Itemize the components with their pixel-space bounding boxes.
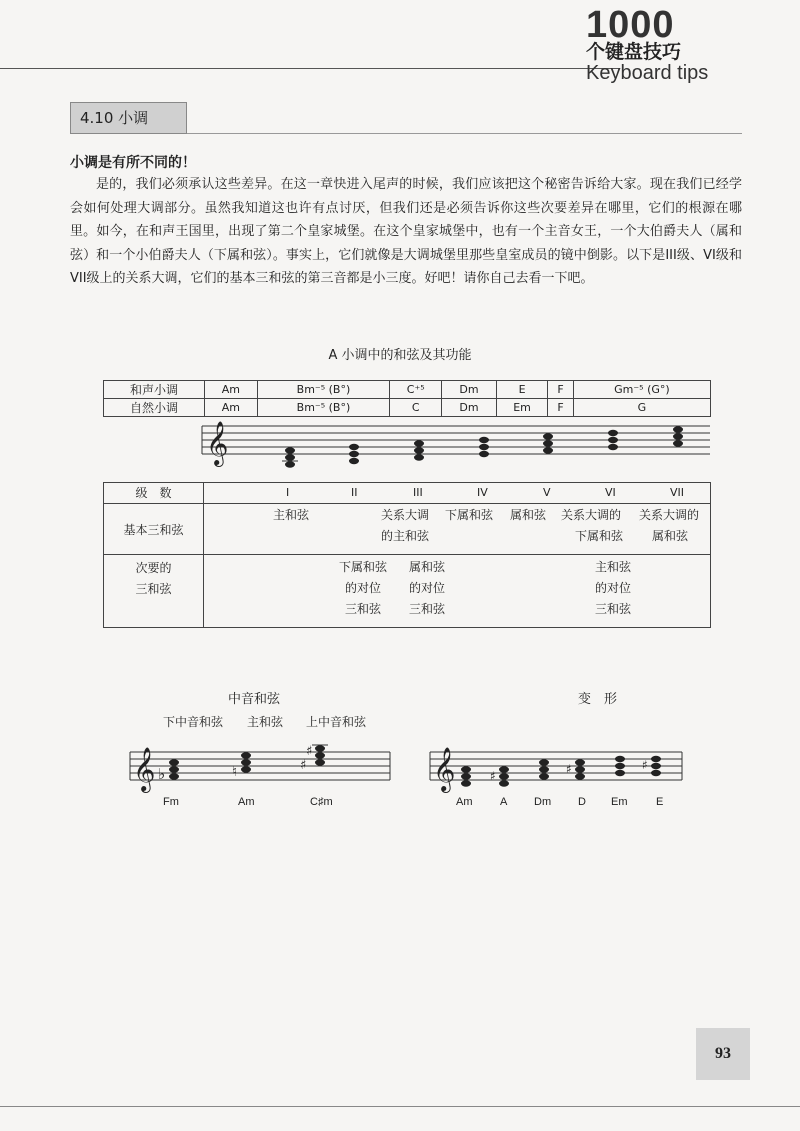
chord-VII-notes <box>673 426 683 446</box>
chord-cell: E <box>496 381 547 399</box>
mediant-staff <box>128 738 392 794</box>
header-rule <box>0 68 620 69</box>
chord-I-notes <box>282 447 298 467</box>
primary-rel6-line2: 下属和弦 <box>575 529 624 543</box>
sec-ii-line1: 下属和弦 <box>339 560 388 574</box>
harmonic-minor-label: 和声小调 <box>104 381 205 399</box>
natural-minor-label: 自然小调 <box>104 399 205 417</box>
mediant-chord-name: Fm <box>163 796 179 808</box>
sharp-icon: ♯ <box>300 758 307 773</box>
chord-cell: Am <box>205 381 258 399</box>
sec-vi-line2: 的对位 <box>595 581 632 595</box>
variant-chord-name: Em <box>611 796 628 808</box>
variants-title: 变 形 <box>578 692 618 707</box>
triads-staff <box>200 418 712 478</box>
treble-clef-icon: 𝄞 <box>206 421 229 465</box>
mediant-sublabel-1: 下中音和弦 <box>163 715 224 729</box>
body-paragraph: 是的，我们必须承认这些差异。在这一章快进入尾声的时候，我们应该把这个秘密告诉给大家。现在我们已经学会如何处理大调部分。虽然我知道这也许有点讨厌，但我们还是必须告诉你这些次要差异在哪里，它们的根源在哪里。如今，在和声王国里，出现了第二个皇家城堡。在这个皇家城堡中，也有一个主音女王，一个大伯爵夫人（属和弦）和一个小伯爵夫人（下属和弦）。事实上，它们就像是大调城堡里那些皇室成员的镜中倒影。以下是III级、VI级和VII级上的关系大调，它们的基本三和弦的第三音都是小三度。好吧！请你自己去看一下吧。 <box>70 177 742 287</box>
sharp-icon: ♯ <box>490 769 496 783</box>
secondary-triads-row <box>104 555 711 628</box>
sec-iii-line3: 三和弦 <box>409 602 446 616</box>
chord-cell: C <box>390 399 442 417</box>
degree-label: III <box>413 486 423 499</box>
mediant-sublabel-3: 上中音和弦 <box>306 715 367 729</box>
chord-cell: Dm <box>442 381 497 399</box>
degree-label: VII <box>670 486 685 499</box>
secondary-triads-label-cell <box>104 555 204 628</box>
primary-rel3-line2: 的主和弦 <box>381 529 430 543</box>
sharp-icon: ♯ <box>566 762 572 776</box>
bottom-rule <box>0 1106 800 1107</box>
degree-label: V <box>543 486 551 499</box>
chord-II-notes <box>349 444 359 464</box>
harmonic-minor-row <box>104 381 711 399</box>
variant-em-notes <box>615 756 625 776</box>
primary-rel7-line1: 关系大调的 <box>639 508 700 522</box>
book-title-en: Keyboard tips <box>586 62 709 84</box>
primary-triads-row <box>104 504 711 555</box>
variant-d-notes <box>566 759 585 779</box>
variant-dm-notes <box>539 759 549 779</box>
sec-ii-line3: 三和弦 <box>345 602 382 616</box>
chord-cell: Dm <box>442 399 497 417</box>
degree-label: II <box>351 486 358 499</box>
book-title-cn: 个键盘技巧 <box>586 41 682 63</box>
treble-clef-icon: 𝄞 <box>433 747 456 791</box>
secondary-label-line2: 三和弦 <box>135 582 172 596</box>
primary-triads-label: 基本三和弦 <box>104 504 204 555</box>
variant-a-notes <box>490 766 509 786</box>
degree-label: IV <box>477 486 488 499</box>
chord-cell: Em <box>496 399 547 417</box>
variant-chord-name: A <box>500 796 508 808</box>
chord-cell: C⁺⁵ <box>390 381 442 399</box>
natural-minor-row <box>104 399 711 417</box>
chord-VI-notes <box>608 430 618 450</box>
chord-cell: Am <box>205 399 258 417</box>
mediant-chord-name: C♯m <box>310 796 333 808</box>
fm-chord-notes <box>158 759 179 783</box>
page-number: 93 <box>696 1028 750 1080</box>
degree-label: I <box>286 486 290 499</box>
flat-icon: ♭ <box>158 765 166 783</box>
secondary-triads-cell <box>204 555 711 628</box>
variant-chord-name: E <box>656 796 664 808</box>
chord-V-notes <box>543 433 553 453</box>
variant-chord-name: D <box>578 796 586 808</box>
sec-vi-line1: 主和弦 <box>595 560 632 574</box>
chord-cell: F <box>548 399 574 417</box>
variant-chord-name: Am <box>456 796 473 808</box>
mediant-title: 中音和弦 <box>228 692 281 707</box>
chord-cell: Bm⁻⁵ (B°) <box>257 399 390 417</box>
primary-rel3-line1: 关系大调 <box>381 508 430 522</box>
primary-subdominant: 下属和弦 <box>445 508 494 522</box>
degrees-label: 级 数 <box>104 483 204 504</box>
book-title-number: 1000 <box>586 4 675 46</box>
sec-vi-line3: 三和弦 <box>595 602 632 616</box>
chord-IV-notes <box>479 437 489 457</box>
sec-iii-line2: 的对位 <box>409 581 446 595</box>
degree-label: VI <box>605 486 616 499</box>
chord-names-table <box>103 380 711 417</box>
sec-iii-line1: 属和弦 <box>409 560 446 574</box>
primary-tonic: 主和弦 <box>273 508 310 522</box>
secondary-label-line1: 次要的 <box>135 561 172 575</box>
mediant-sublabel-2: 主和弦 <box>247 715 284 729</box>
sharp-icon: ♯ <box>306 744 313 759</box>
natural-icon: ♮ <box>232 764 238 780</box>
chord-III-notes <box>414 440 424 460</box>
primary-dominant: 属和弦 <box>510 508 547 522</box>
degrees-row <box>104 483 711 504</box>
primary-triads-cell <box>204 504 711 555</box>
degrees-cell <box>204 483 711 504</box>
mediant-chord-name: Am <box>238 796 255 808</box>
diagram-title: A 小调中的和弦及其功能 <box>328 348 472 363</box>
section-rule <box>187 133 742 134</box>
variant-chord-name: Dm <box>534 796 552 808</box>
chord-cell: Gm⁻⁵ (G°) <box>573 381 710 399</box>
book-title <box>586 4 776 84</box>
sharp-icon: ♯ <box>642 758 648 772</box>
section-heading: 4.10 小调 <box>70 102 187 134</box>
primary-rel7-line2: 属和弦 <box>652 529 689 543</box>
primary-rel6-line1: 关系大调的 <box>561 508 622 522</box>
subheading: 小调是有所不同的！ <box>70 155 196 171</box>
variant-am-notes <box>461 766 471 786</box>
sec-ii-line2: 的对位 <box>345 581 382 595</box>
functions-table <box>103 482 711 628</box>
treble-clef-icon: 𝄞 <box>133 747 156 791</box>
chord-cell: G <box>573 399 710 417</box>
chord-cell: F <box>548 381 574 399</box>
chord-cell: Bm⁻⁵ (B°) <box>257 381 390 399</box>
variants-staff <box>428 738 684 794</box>
